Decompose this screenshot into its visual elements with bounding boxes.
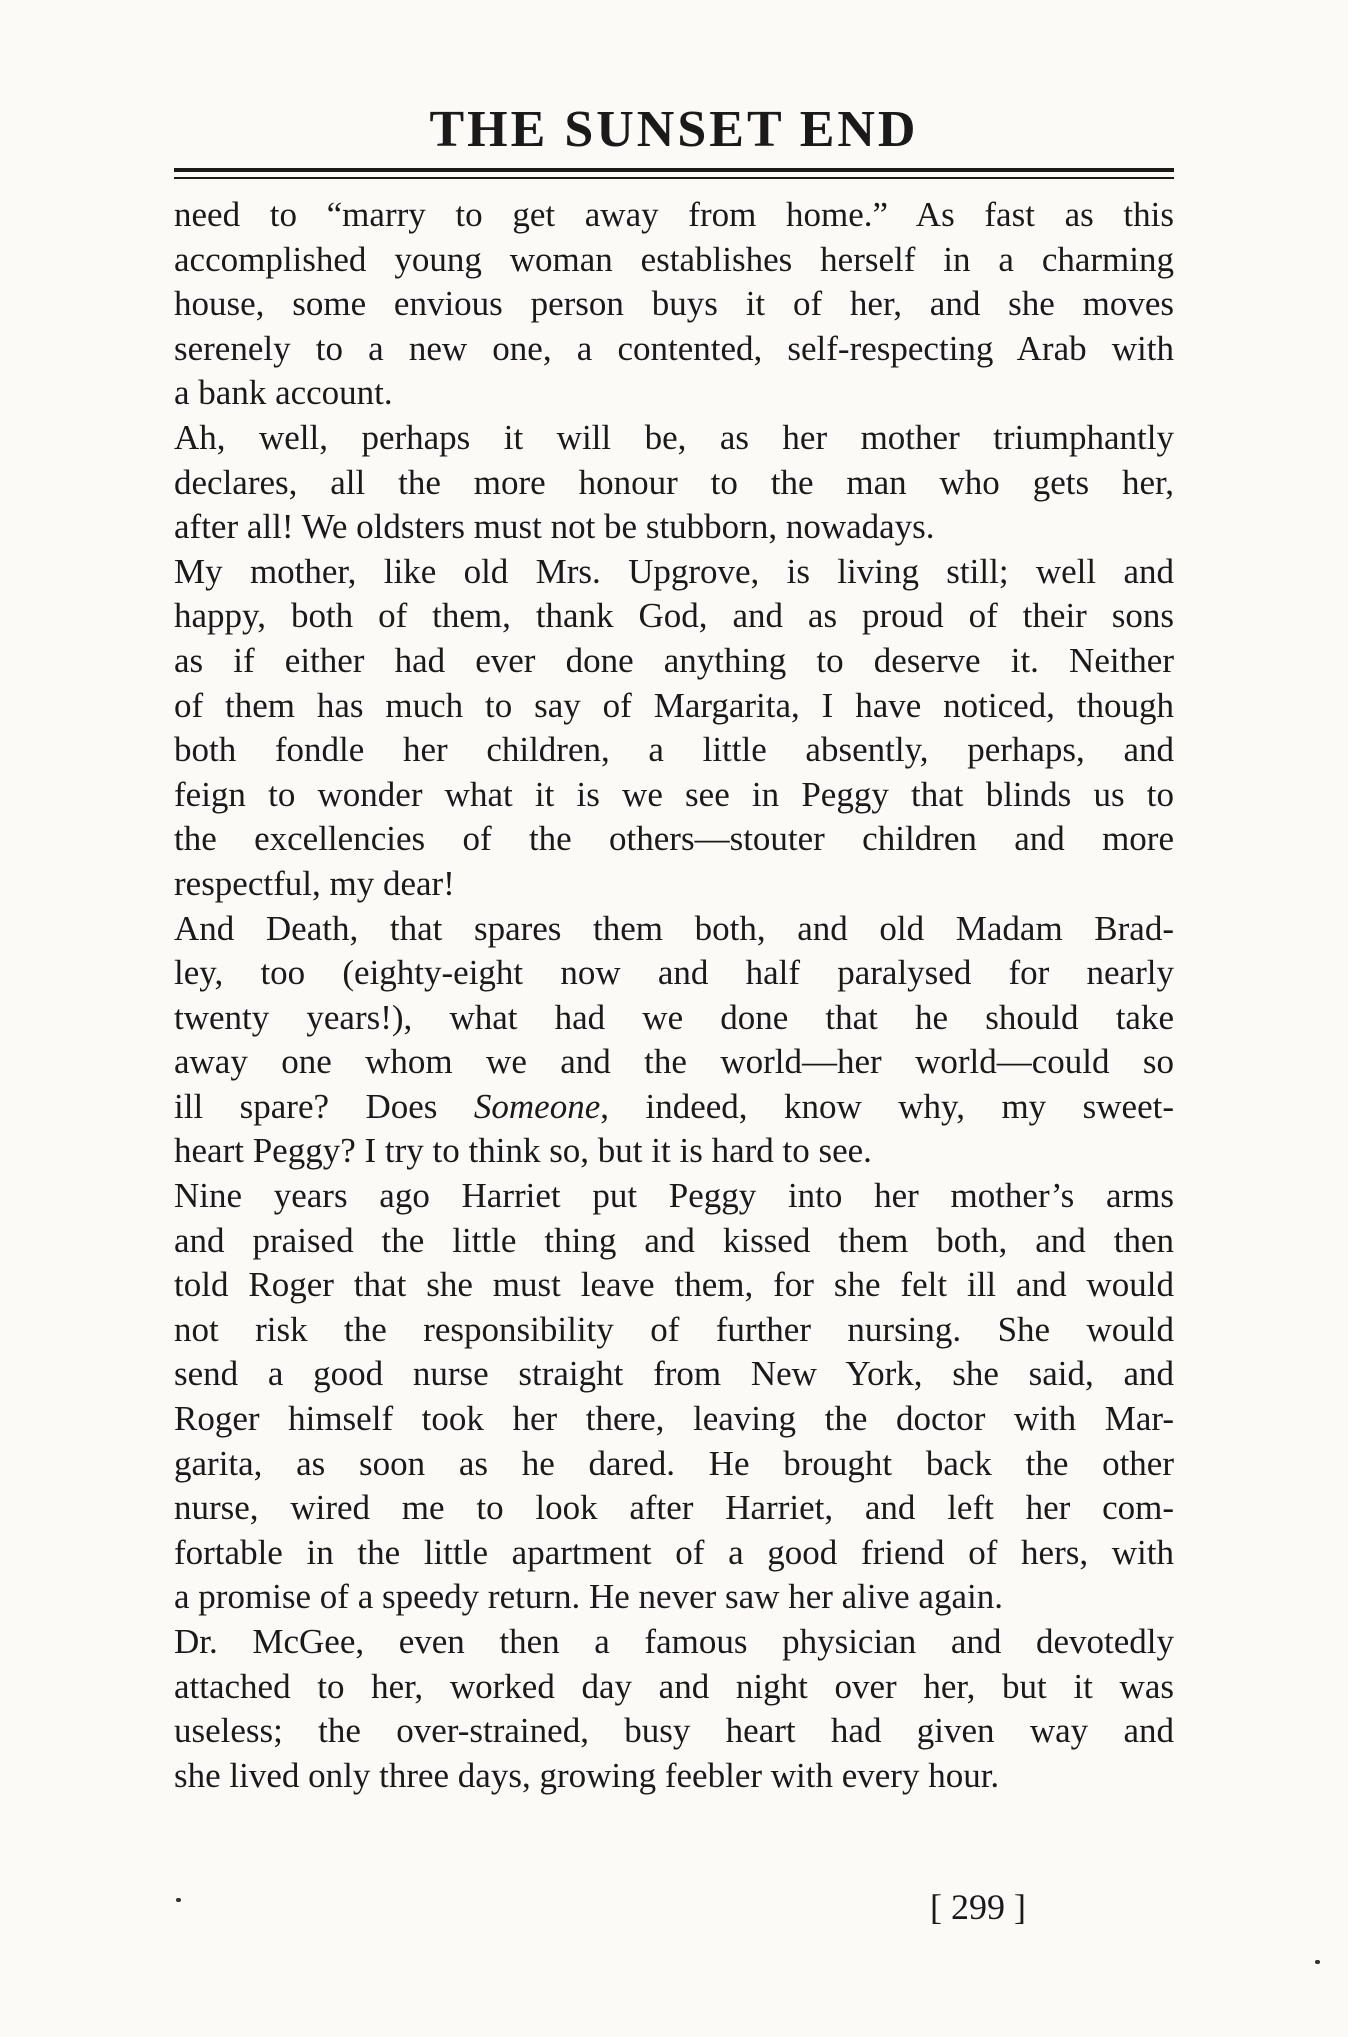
- text-line: feign to wonder what it is we see in Peggy that blinds us to: [174, 774, 1174, 814]
- paragraph: [174, 1174, 1174, 1620]
- text-line: declares, all the more honour to the man who gets her,: [174, 462, 1174, 502]
- paragraph: [174, 1620, 1174, 1798]
- text-line: fortable in the little apartment of a good friend of hers, with: [174, 1532, 1174, 1572]
- text-line: twenty years!), what had we done that he should take: [174, 997, 1174, 1037]
- text-line: garita, as soon as he dared. He brought back the other: [174, 1443, 1174, 1483]
- text-line: ley, too (eighty-eight now and half paralysed for nearly: [174, 953, 1174, 993]
- text-line: of them has much to say of Margarita, I have noticed, though: [174, 685, 1174, 725]
- text-line: ill spare? Does Someone, indeed, know why, my sweet-: [174, 1086, 1174, 1126]
- body-text: [174, 193, 1174, 1798]
- text-line: not risk the responsibility of further nursing. She would: [174, 1309, 1174, 1349]
- text-line: attached to her, worked day and night over her, but it was: [174, 1666, 1174, 1706]
- text-line: Nine years ago Harriet put Peggy into her mother’s arms: [174, 1176, 1174, 1216]
- paragraph: [174, 416, 1174, 550]
- text-line: as if either had ever done anything to deserve it. Neither: [174, 640, 1174, 680]
- text-line: need to “marry to get away from home.” As fast as this: [174, 195, 1174, 234]
- ink-speck: [176, 1898, 181, 1902]
- text-line: house, some envious person buys it of her, and she moves: [174, 284, 1174, 324]
- text-line: useless; the over-strained, busy heart had given way and: [174, 1711, 1174, 1751]
- text-line: serenely to a new one, a contented, self-respecting Arab with: [174, 328, 1174, 368]
- paragraph: [174, 907, 1174, 1175]
- text-line: Ah, well, perhaps it will be, as her mother triumphantly: [174, 417, 1174, 457]
- text-line: and praised the little thing and kissed them both, and then: [174, 1220, 1174, 1260]
- header-rule-thick: [174, 168, 1174, 172]
- text-line: heart Peggy? I try to think so, but it is hard to see.: [174, 1131, 872, 1171]
- text-line: My mother, like old Mrs. Upgrove, is living still; well and: [174, 551, 1174, 591]
- text-line: Roger himself took her there, leaving the doctor with Mar-: [174, 1399, 1174, 1439]
- header-rule-thin: [174, 177, 1174, 179]
- text-line: And Death, that spares them both, and old Madam Brad-: [174, 908, 1174, 948]
- text-line: after all! We oldsters must not be stubborn, nowadays.: [174, 507, 935, 547]
- text-line: happy, both of them, thank God, and as proud of their sons: [174, 596, 1174, 636]
- paragraph: [174, 193, 1174, 416]
- ink-speck: [1315, 1960, 1320, 1964]
- running-head: THE SUNSET END: [429, 101, 919, 158]
- text-line: a bank account.: [174, 373, 393, 413]
- text-line: told Roger that she must leave them, for she felt ill and would: [174, 1265, 1174, 1305]
- text-line: she lived only three days, growing feebler with every hour.: [174, 1755, 1000, 1795]
- page-number: [ 299 ]: [930, 1887, 1026, 1927]
- text-line: Dr. McGee, even then a famous physician and devotedly: [174, 1622, 1174, 1661]
- text-line: a promise of a speedy return. He never saw her alive again.: [174, 1577, 1003, 1617]
- text-line: accomplished young woman establishes herself in a charming: [174, 239, 1174, 279]
- text-line: send a good nurse straight from New York, she said, and: [174, 1354, 1174, 1394]
- text-line: both fondle her children, a little absently, perhaps, and: [174, 730, 1174, 770]
- text-line: the excellencies of the others—stouter children and more: [174, 819, 1174, 859]
- paragraph: [174, 550, 1174, 907]
- text-line: respectful, my dear!: [174, 863, 455, 903]
- text-line: nurse, wired me to look after Harriet, and left her com-: [174, 1488, 1174, 1528]
- text-line: away one whom we and the world—her world—could so: [174, 1042, 1174, 1082]
- page-content: [174, 100, 1174, 1798]
